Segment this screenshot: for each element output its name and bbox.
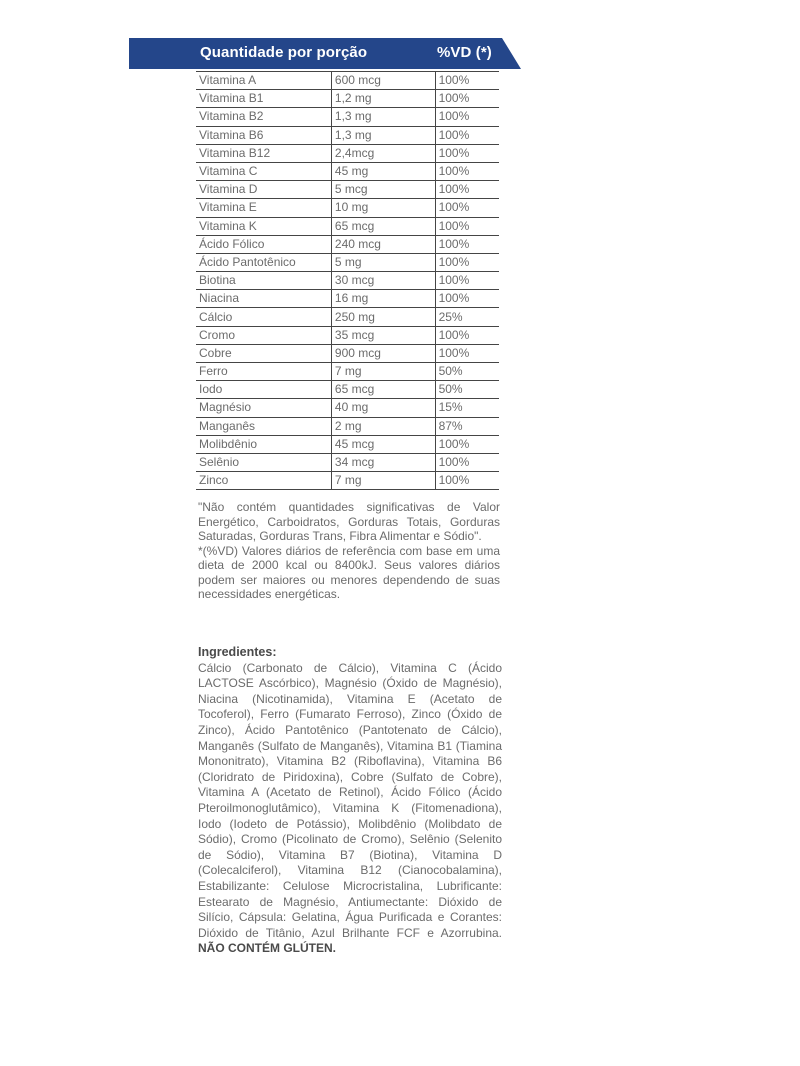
nutrient-vd: 100% (435, 290, 499, 308)
nutrient-vd: 100% (435, 453, 499, 471)
table-row (196, 290, 499, 308)
nutrient-vd: 100% (435, 235, 499, 253)
table-row (196, 453, 499, 471)
nutrient-vd: 87% (435, 417, 499, 435)
nutrient-name: Vitamina B12 (196, 144, 331, 162)
table-row (196, 344, 499, 362)
table-row (196, 308, 499, 326)
table-row (196, 235, 499, 253)
table-row (196, 108, 499, 126)
nutrient-vd: 100% (435, 272, 499, 290)
nutrient-name: Ácido Pantotênico (196, 253, 331, 271)
nutrient-quantity: 30 mcg (331, 272, 435, 290)
nutrient-name: Selênio (196, 453, 331, 471)
ingredients-text: Cálcio (Carbonato de Cálcio), Vitamina C (Ácido LACTOSE Ascórbico), Magnésio (Óxido de Magnésio), Niacina (Nicotinamida), Vitamina E (Acetato de Tocoferol), Ferro (Fumarato Ferroso), Zinco (Óxido de Zinco), Ácido Pantotênico (Pantotenato de Cálcio), Manganês (Sulfato de Manganês), Vitamina B1 (Tiamina Mononitrato), Vitamina B2 (Riboflavina), Vitamina B6 (Cloridrato de Piridoxina), Cobre (Sulfato de Cobre), Vitamina A (Acetato de Retinol), Ácido Fólico (Ácido Pteroilmonoglutâmico), Vitamina K (Fitomenadiona), Iodo (Iodeto de Potássio), Molibdênio (Molibdato de Sódio), Cromo (Picolinato de Cromo), Selênio (Selenito de Sódio), Vitamina B7 (Biotina), Vitamina D (Colecalciferol), Vitamina B12 (Cianocobalamina), Estabilizante: Celulose Microcristalina, Lubrificante: Estearato de Magnésio, Antiumectante: Dióxido de Silício, Cápsula: Gelatina, Água Purificada e Corantes: Dióxido de Titânio, Azul Brilhante FCF e Azorrubina. (198, 660, 502, 940)
table-row (196, 253, 499, 271)
nutrient-quantity: 65 mcg (331, 217, 435, 235)
nutrient-name: Vitamina C (196, 162, 331, 180)
nutrient-vd: 100% (435, 144, 499, 162)
gluten-warning: NÃO CONTÉM GLÚTEN. (198, 941, 336, 956)
nutrient-name: Cálcio (196, 308, 331, 326)
nutrient-name: Niacina (196, 290, 331, 308)
table-row (196, 144, 499, 162)
table-row (196, 272, 499, 290)
nutrient-name: Vitamina D (196, 181, 331, 199)
nutrient-quantity: 600 mcg (331, 72, 435, 90)
table-row (196, 417, 499, 435)
not-contains-note: "Não contém quantidades significativas de Valor Energético, Carboidratos, Gorduras Totais, Gorduras Saturadas, Gorduras Trans, Fibra Alimentar e Sódio". (198, 500, 500, 543)
ingredients-section (198, 645, 502, 957)
nutrient-quantity: 240 mcg (331, 235, 435, 253)
nutrient-name: Vitamina K (196, 217, 331, 235)
nutrition-table (196, 71, 499, 490)
nutrient-vd: 100% (435, 181, 499, 199)
nutrient-name: Magnésio (196, 399, 331, 417)
table-row (196, 326, 499, 344)
nutrient-quantity: 1,2 mg (331, 90, 435, 108)
nutrient-quantity: 2 mg (331, 417, 435, 435)
nutrient-vd: 100% (435, 199, 499, 217)
nutrient-quantity: 65 mcg (331, 381, 435, 399)
nutrient-name: Molibdênio (196, 435, 331, 453)
nutrient-name: Vitamina A (196, 72, 331, 90)
nutrient-quantity: 1,3 mg (331, 126, 435, 144)
nutrient-vd: 100% (435, 326, 499, 344)
header-quantity-label: Quantidade por porção (200, 44, 368, 61)
nutrient-vd: 100% (435, 217, 499, 235)
nutrient-quantity: 5 mcg (331, 181, 435, 199)
nutrient-vd: 100% (435, 435, 499, 453)
nutrient-quantity: 10 mg (331, 199, 435, 217)
nutrient-vd: 100% (435, 344, 499, 362)
nutrient-quantity: 7 mg (331, 363, 435, 381)
nutrient-name: Zinco (196, 472, 331, 490)
nutrient-vd: 50% (435, 363, 499, 381)
nutrient-quantity: 1,3 mg (331, 108, 435, 126)
header-vd-label: %VD (*) (437, 44, 492, 61)
nutrient-name: Biotina (196, 272, 331, 290)
table-row (196, 435, 499, 453)
nutrient-name: Manganês (196, 417, 331, 435)
nutrient-vd: 100% (435, 126, 499, 144)
nutrient-vd: 25% (435, 308, 499, 326)
table-row (196, 399, 499, 417)
nutrient-name: Cobre (196, 344, 331, 362)
table-row (196, 181, 499, 199)
nutrient-vd: 100% (435, 90, 499, 108)
table-row (196, 126, 499, 144)
nutrient-vd: 100% (435, 72, 499, 90)
nutrient-quantity: 5 mg (331, 253, 435, 271)
vd-explanation-note: *(%VD) Valores diários de referência com base em uma dieta de 2000 kcal ou 8400kJ. Seus valores diários podem ser maiores ou menores dependendo de suas necessidades energéticas. (198, 543, 500, 601)
nutrient-name: Vitamina B6 (196, 126, 331, 144)
table-row (196, 363, 499, 381)
nutrient-vd: 100% (435, 472, 499, 490)
nutrient-quantity: 2,4mcg (331, 144, 435, 162)
nutrient-quantity: 34 mcg (331, 453, 435, 471)
nutrient-quantity: 40 mg (331, 399, 435, 417)
table-row (196, 72, 499, 90)
nutrient-vd: 100% (435, 253, 499, 271)
nutrient-vd: 100% (435, 162, 499, 180)
nutrient-name: Ácido Fólico (196, 235, 331, 253)
nutrient-quantity: 45 mcg (331, 435, 435, 453)
table-row (196, 472, 499, 490)
nutrient-vd: 15% (435, 399, 499, 417)
table-row (196, 381, 499, 399)
nutrient-quantity: 45 mg (331, 162, 435, 180)
nutrient-name: Vitamina B2 (196, 108, 331, 126)
ingredients-title: Ingredientes: (198, 645, 277, 659)
nutrient-quantity: 250 mg (331, 308, 435, 326)
nutrient-name: Cromo (196, 326, 331, 344)
table-row (196, 90, 499, 108)
nutrient-name: Vitamina B1 (196, 90, 331, 108)
nutrient-vd: 50% (435, 381, 499, 399)
nutrient-quantity: 900 mcg (331, 344, 435, 362)
nutrient-name: Iodo (196, 381, 331, 399)
table-row (196, 217, 499, 235)
table-row (196, 162, 499, 180)
nutrient-vd: 100% (435, 108, 499, 126)
table-row (196, 199, 499, 217)
table-notes (198, 500, 500, 602)
nutrient-quantity: 16 mg (331, 290, 435, 308)
nutrient-quantity: 7 mg (331, 472, 435, 490)
nutrient-name: Vitamina E (196, 199, 331, 217)
nutrient-quantity: 35 mcg (331, 326, 435, 344)
nutrient-name: Ferro (196, 363, 331, 381)
